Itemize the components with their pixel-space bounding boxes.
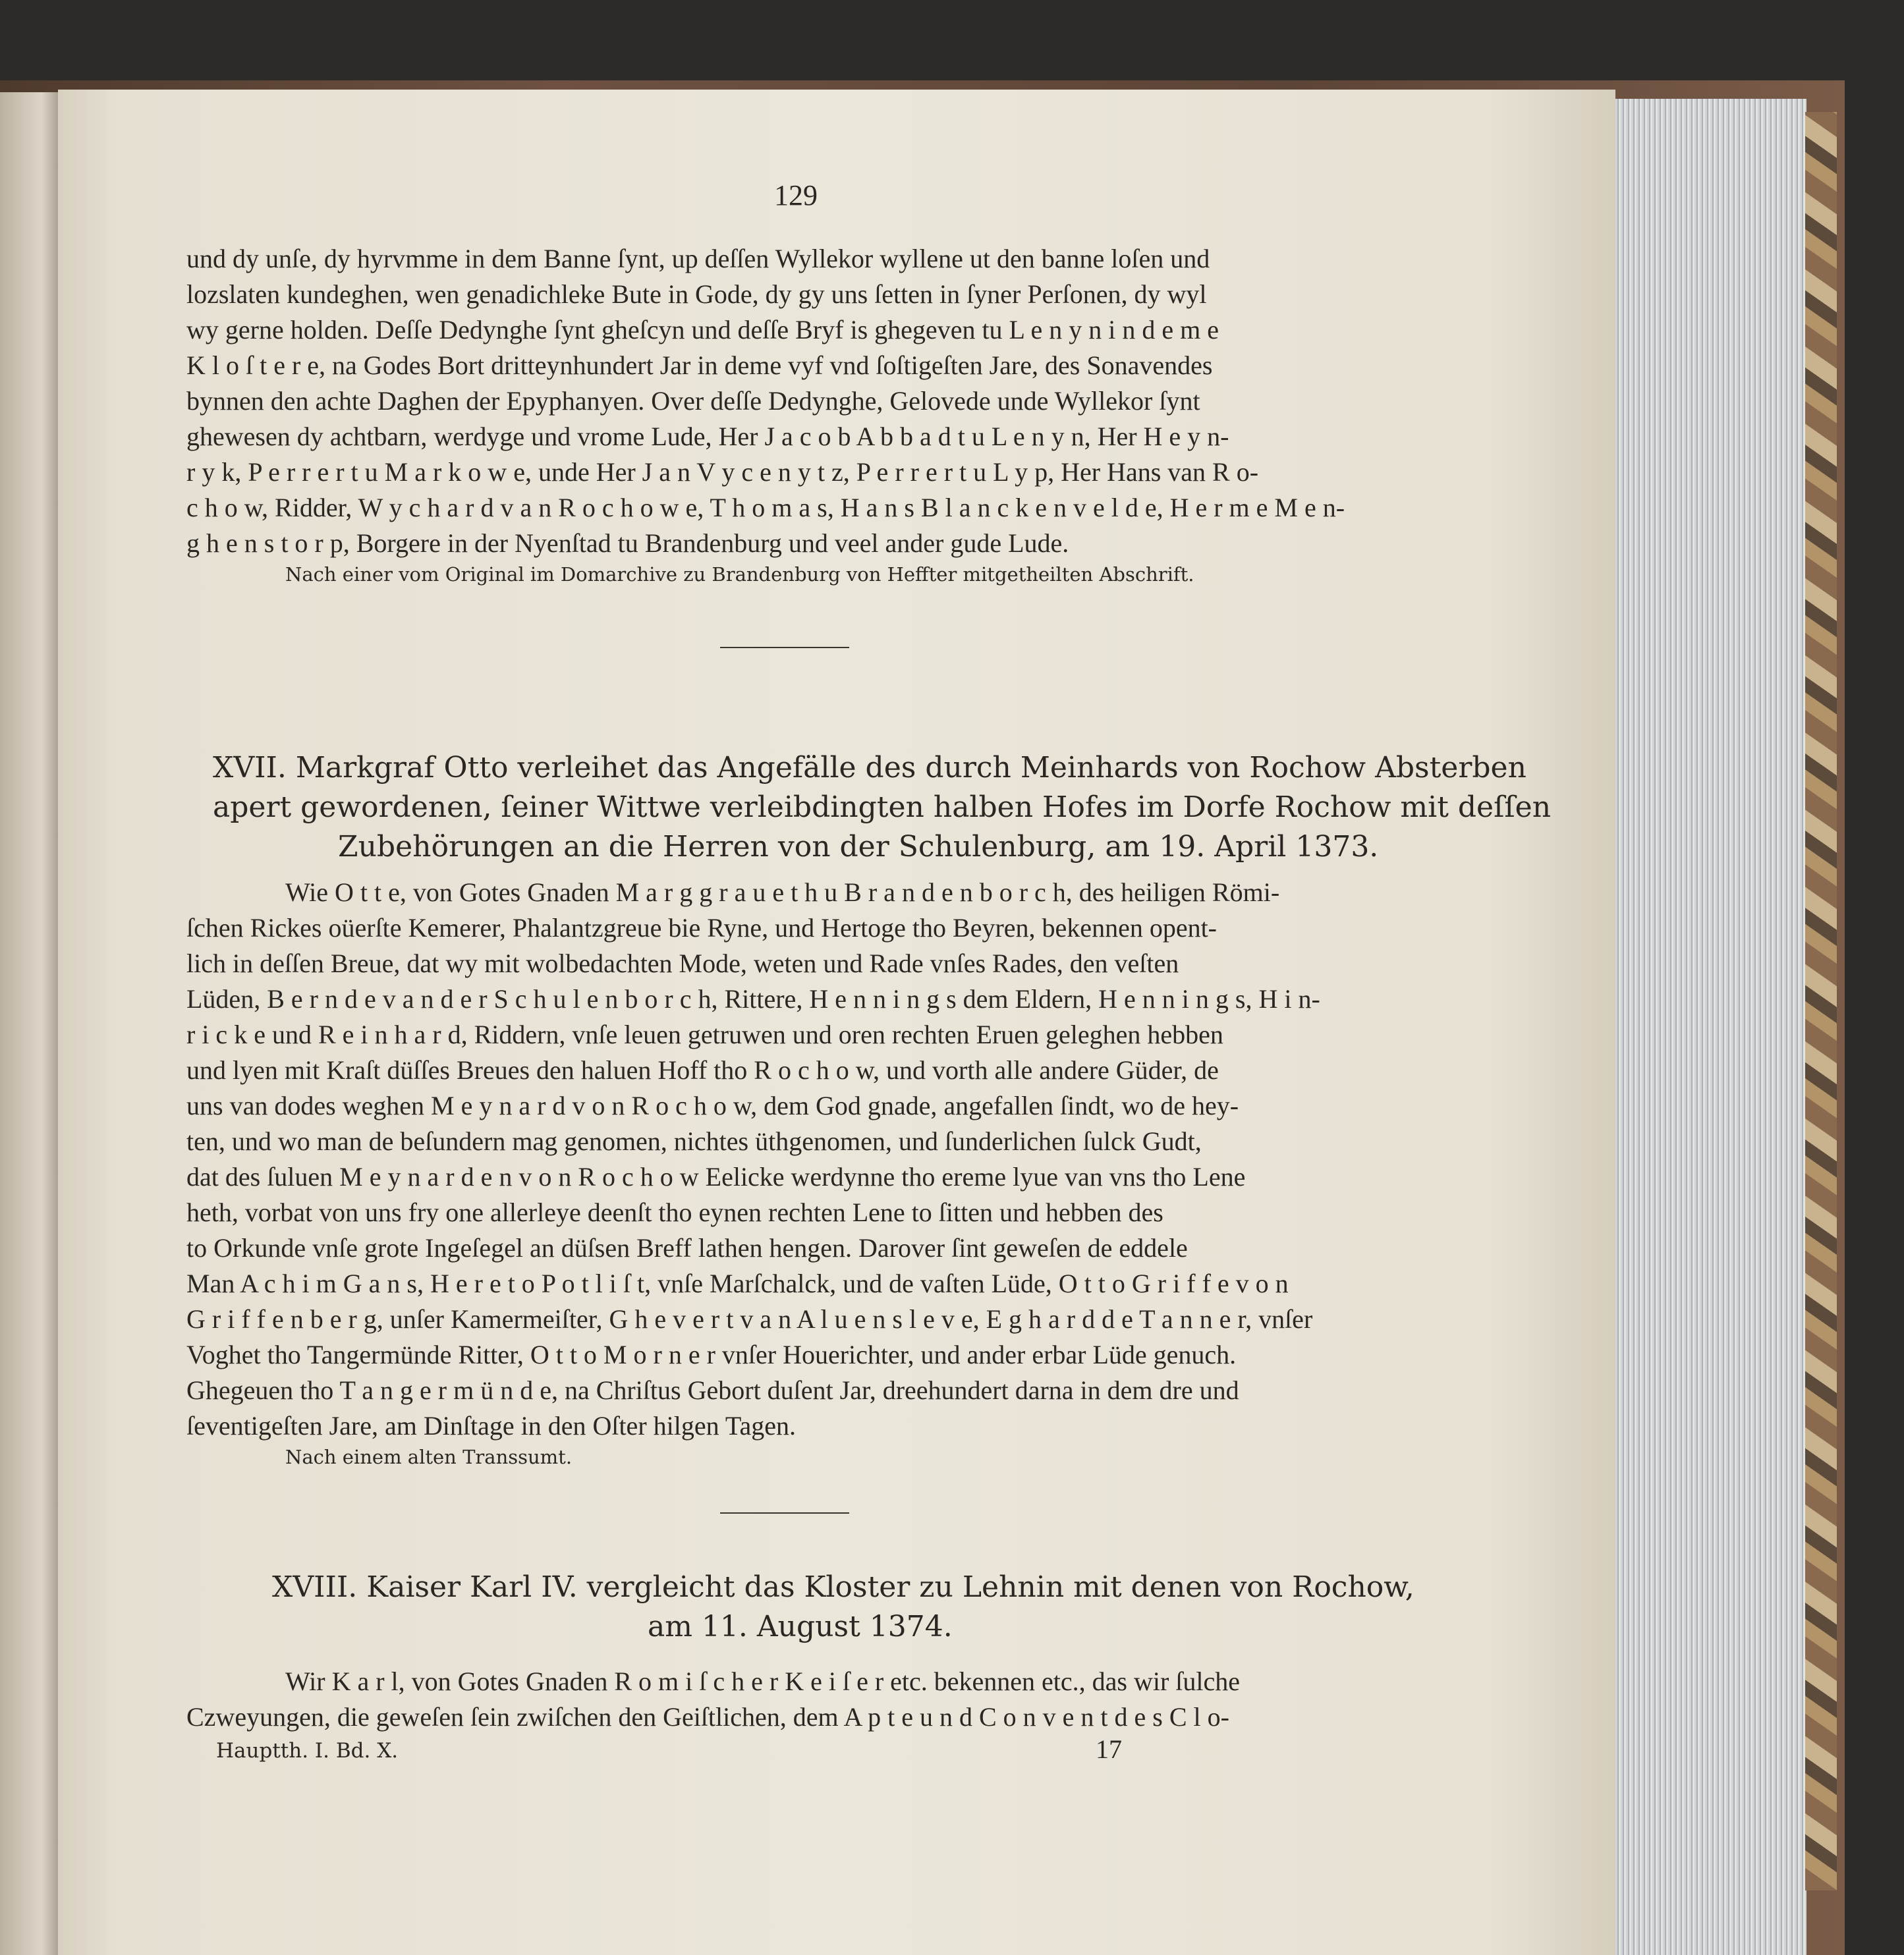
text-line: K l o ſ t e r e, na Godes Bort dritteynhundert Jar in deme vyf vnd ſoſtigeſten Jare, des Sonavendes [186, 350, 1213, 380]
text-line: Czweyungen, die geweſen ſein zwiſchen den Geiſtlichen, dem A p t e u n d C o n v e n t d e s C l o- [186, 1702, 1229, 1732]
text-line: Wie O t t e, von Gotes Gnaden M a r g g r a u e t h u B r a n d e n b o r c h, des heiligen Römi- [285, 877, 1280, 907]
marbled-endpaper [1805, 112, 1837, 1890]
previous-page-edge [0, 92, 59, 1955]
text-line: uns van dodes weghen M e y n a r d v o n R o c h o w, dem God gnade, angefallen ſindt, wo de hey- [186, 1091, 1239, 1120]
text-line: ſchen Rickes oüerſte Kemerer, Phalantzgreue bie Ryne, und Hertoge tho Beyren, bekennen opent- [186, 913, 1218, 943]
text-line: G r i f f e n b e r g, unſer Kamermeiſter, G h e v e r t v a n A l u e n s l e v e, E g h a r d d e T a n n e r, vnſer [186, 1304, 1313, 1334]
text-line: bynnen den achte Daghen der Epyphanyen. Over deſſe Dedynghe, Gelovede unde Wyllekor ſynt [186, 386, 1200, 416]
section-heading: XVII. Markgraf Otto verleihet das Angefälle des durch Meinhards von Rochow Absterben [213, 751, 1526, 785]
text-line: lozslaten kundeghen, wen genadichleke Bute in Gode, dy gy uns ſetten in ſyner Perſonen, dy wyl [186, 279, 1207, 309]
text-line: heth, vorbat von uns fry one allerleye deenſt tho eynen rechten Lene to ſitten und hebben des [186, 1198, 1163, 1227]
text-line: r i c k e und R e i n h a r d, Riddern, vnſe leuen getruwen und oren rechten Eruen geleghen hebben [186, 1020, 1223, 1049]
text-line: und dy unſe, dy hyrvmme in dem Banne ſynt, up deſſen Wyllekor wyllene ut den banne loſen und [186, 244, 1210, 273]
text-line: lich in deſſen Breue, dat wy mit wolbedachten Mode, weten und Rade vnſes Rades, den veſten [186, 949, 1179, 978]
text-line: Voghet tho Tangermünde Ritter, O t t o M o r n e r vnſer Houerichter, und ander erbar Lüde genuch. [186, 1340, 1237, 1369]
section-heading: XVIII. Kaiser Karl IV. vergleicht das Kloster zu Lehnin mit denen von Rochow, [272, 1570, 1414, 1604]
source-note: Nach einem alten Transsumt. [285, 1446, 573, 1468]
book-page [58, 90, 1615, 1955]
section-heading: Zubehörungen an die Herren von der Schulenburg, am 19. April 1373. [338, 830, 1379, 864]
sheet-number: 17 [1096, 1734, 1122, 1764]
text-line: Wir K a r l, von Gotes Gnaden R o m i ſ c h e r K e i ſ e r etc. bekennen etc., das wir ſulche [285, 1666, 1241, 1696]
page-block-edges [1614, 99, 1806, 1955]
text-line: g h e n s t o r p, Borgere in der Nyenſtad tu Brandenburg und veel ander gude Lude. [186, 528, 1069, 558]
text-line: Man A c h i m G a n s, H e r e t o P o t l i ſ t, vnſe Marſchalck, und de vaſten Lüde, O t t o G r i f f e v o n [186, 1269, 1289, 1298]
text-line: ghewesen dy achtbarn, werdyge und vrome Lude, Her J a c o b A b b a d t u L e n y n, Her H e y n- [186, 422, 1229, 451]
section-heading: apert gewordenen, ſeiner Wittwe verleibdingten halben Hofes im Dorfe Rochow mit deſſen [213, 790, 1552, 824]
footer-signature: Hauptth. I. Bd. X. [216, 1739, 399, 1763]
text-line: Lüden, B e r n d e v a n d e r S c h u l e n b o r c h, Rittere, H e n n i n g s dem Eldern, H e n n i n g s, H i n- [186, 984, 1320, 1014]
text-line: ſeventigeſten Jare, am Dinſtage in den Oſter hilgen Tagen. [186, 1411, 797, 1441]
section-heading: am 11. August 1374. [648, 1610, 953, 1643]
text-line: Ghegeuen tho T a n g e r m ü n d e, na Chriſtus Gebort duſent Jar, dreehundert darna in dem dre und [186, 1375, 1239, 1405]
section-divider [720, 1512, 849, 1514]
section-divider [720, 647, 849, 648]
page-number: 129 [774, 179, 818, 211]
text-line: wy gerne holden. Deſſe Dedynghe ſynt gheſcyn und deſſe Bryf is ghegeven tu L e n y n i n d e m e [186, 315, 1219, 344]
source-note: Nach einer vom Original im Domarchive zu Brandenburg von Heffter mitgetheilten Abschrift. [285, 563, 1194, 586]
text-line: dat des ſuluen M e y n a r d e n v o n R o c h o w Eelicke werdynne tho ereme lyue van vns tho Lene [186, 1162, 1246, 1192]
text-line: ten, und wo man de beſundern mag genomen, nichtes üthgenomen, und ſunderlichen ſulck Gudt, [186, 1126, 1202, 1156]
text-line: to Orkunde vnſe grote Ingeſegel an düſsen Breff lathen hengen. Darover ſint geweſen de eddele [186, 1233, 1188, 1263]
text-line: c h o w, Ridder, W y c h a r d v a n R o c h o w e, T h o m a s, H a n s B l a n c k e n v e l d e, H e r m e M e n- [186, 493, 1345, 522]
text-line: und lyen mit Kraſt düſſes Breues den haluen Hoff tho R o c h o w, und vorth alle andere Güder, de [186, 1055, 1219, 1085]
text-line: r y k, P e r r e r t u M a r k o w e, unde Her J a n V y c e n y t z, P e r r e r t u L y p, Her Hans van R o- [186, 457, 1259, 487]
